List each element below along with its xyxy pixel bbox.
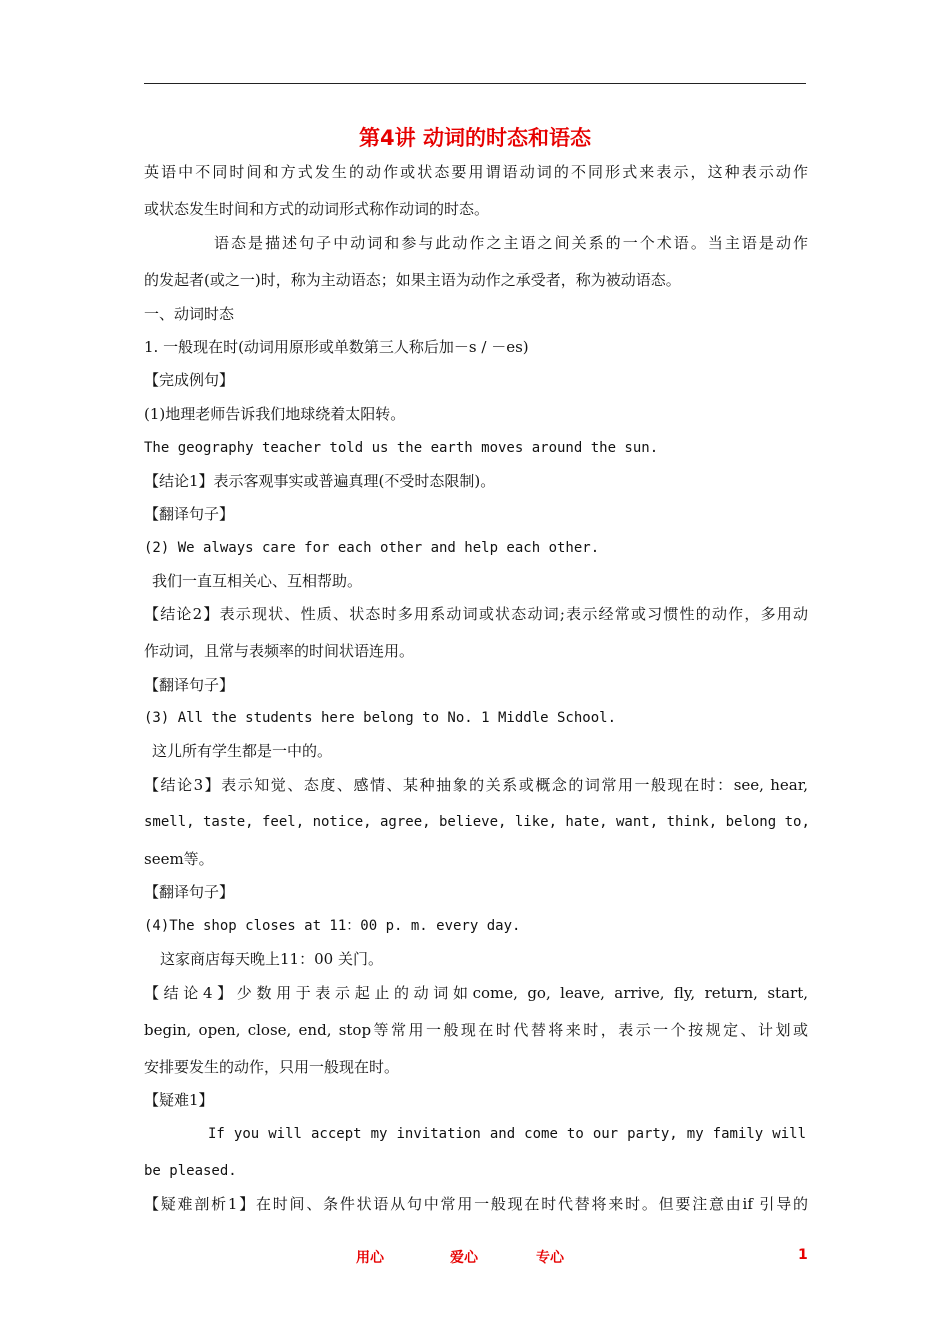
conclusion-2-line-1: 【结论2】表示现状、性质、状态时多用系动词或状态动词;表示经常或习惯性的动作，多用动	[144, 605, 808, 623]
conclusion-3-line-2: smell, taste, feel, notice, agree, believe, like, hate, want, think, belong to,	[144, 814, 810, 830]
conclusion-4-line-2: begin, open, close, end, stop等常用一般现在时代替将来时，表示一个按规定、计划或	[144, 1021, 808, 1039]
difficulty-1-english-line-2: be pleased.	[144, 1163, 237, 1179]
section-heading: 一、动词时态	[144, 305, 235, 323]
difficulty-analysis-1: 【疑难剖析1】在时间、条件状语从句中常用一般现在时代替将来时。但要注意由if 引导的	[144, 1195, 808, 1213]
intro-line-4: 的发起者(或之一)时，称为主动语态；如果主语为动作之承受者，称为被动语态。	[144, 271, 681, 289]
footer-slogan-2: 爱心	[450, 1250, 478, 1266]
header-rule	[144, 83, 806, 84]
label-translate-2: 【翻译句子】	[144, 676, 235, 694]
page-number: 1	[798, 1247, 808, 1263]
intro-line-3: 语态是描述句子中动词和参与此动作之主语之间关系的一个术语。当主语是动作	[214, 234, 808, 252]
example-4-chinese: 这家商店每天晚上11：00 关门。	[160, 950, 383, 968]
page-title: 第4讲 动词的时态和语态	[359, 126, 591, 150]
example-4-english: (4)The shop closes at 11：00 p. m. every day.	[144, 918, 521, 934]
example-1-chinese: (1)地理老师告诉我们地球绕着太阳转。	[144, 405, 406, 423]
example-3-chinese: 这儿所有学生都是一中的。	[152, 742, 333, 760]
intro-line-1: 英语中不同时间和方式发生的动作或状态要用谓语动词的不同形式来表示，这种表示动作	[144, 163, 808, 181]
conclusion-4-line-3: 安排要发生的动作，只用一般现在时。	[144, 1058, 400, 1076]
conclusion-4-line-1: 【结论4】少数用于表示起止的动词如come, go, leave, arrive, fly, return, start,	[144, 984, 808, 1002]
label-complete-example: 【完成例句】	[144, 371, 235, 389]
item-heading: 1. 一般现在时(动词用原形或单数第三人称后加－s / －es)	[144, 338, 529, 356]
example-1-english: The geography teacher told us the earth moves around the sun.	[144, 440, 659, 456]
intro-line-2: 或状态发生时间和方式的动词形式称作动词的时态。	[144, 200, 490, 218]
conclusion-1: 【结论1】表示客观事实或普遍真理(不受时态限制)。	[144, 472, 496, 490]
conclusion-2-line-2: 作动词，且常与表频率的时间状语连用。	[144, 642, 415, 660]
footer-slogan-1: 用心	[356, 1250, 384, 1266]
conclusion-3-line-3: seem等。	[144, 850, 214, 868]
conclusion-3-line-1: 【结论3】表示知觉、态度、感情、某种抽象的关系或概念的词常用一般现在时：see, hear,	[144, 776, 808, 794]
label-difficulty-1: 【疑难1】	[144, 1091, 214, 1109]
label-translate-3: 【翻译句子】	[144, 883, 235, 901]
footer-slogan-3: 专心	[536, 1250, 564, 1266]
example-2-chinese: 我们一直互相关心、互相帮助。	[152, 572, 363, 590]
example-2-english: (2) We always care for each other and help each other.	[144, 540, 600, 556]
example-3-english: (3) All the students here belong to No. 1 Middle School.	[144, 710, 617, 726]
label-translate-1: 【翻译句子】	[144, 505, 235, 523]
difficulty-1-english-line-1: If you will accept my invitation and come to our party, my family will	[208, 1126, 806, 1142]
